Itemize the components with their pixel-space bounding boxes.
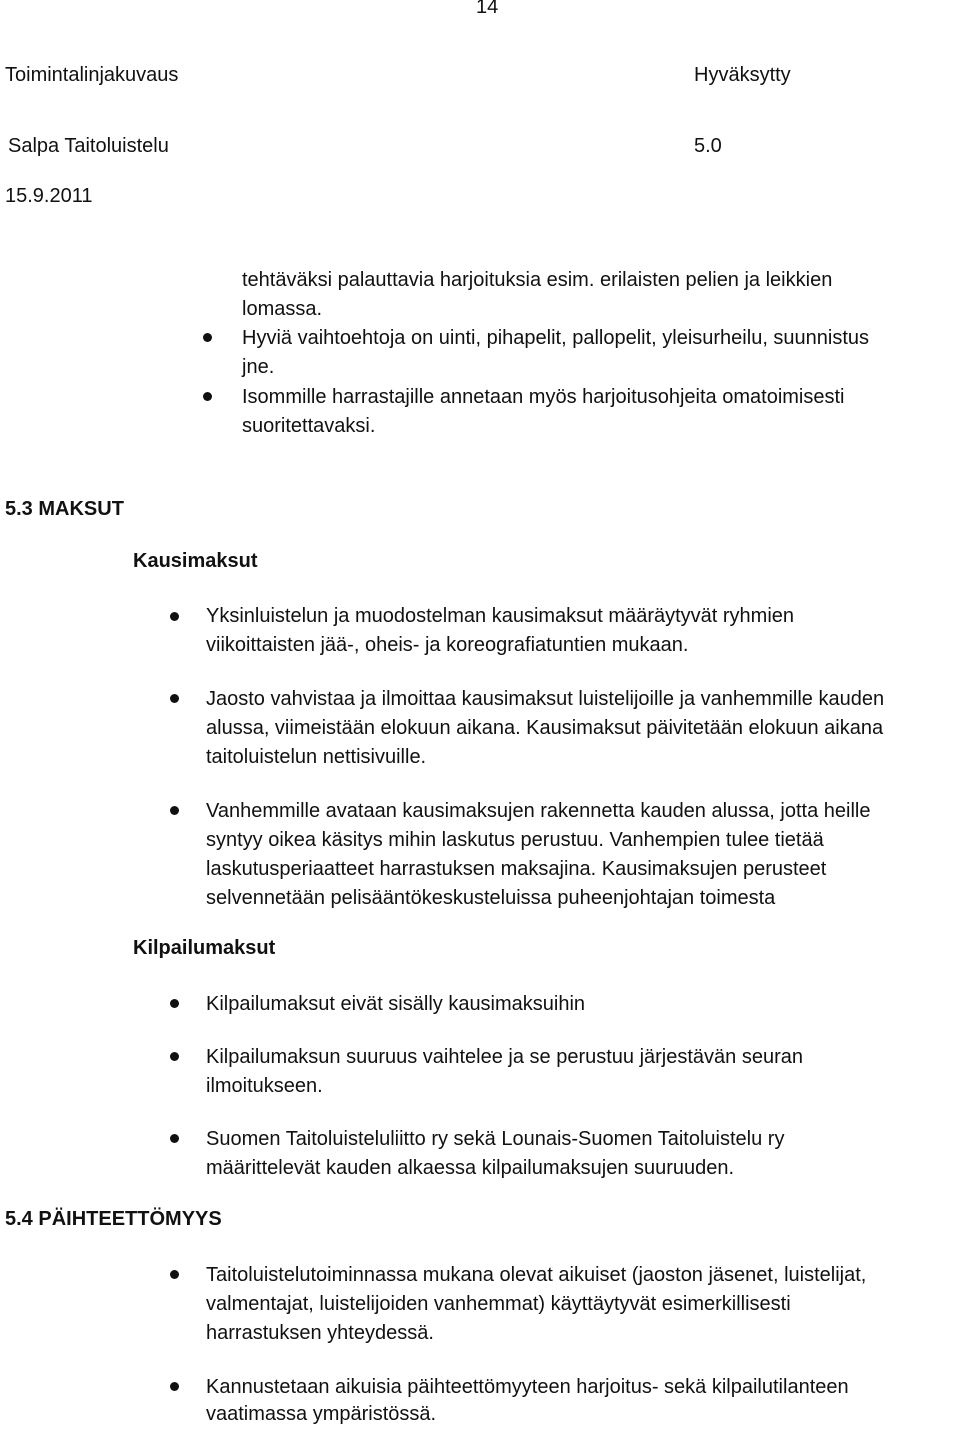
list-item-line: Kannustetaan aikuisia päihteettömyyteen harjoitus- sekä kilpailutilanteen [206, 1376, 849, 1398]
bullet-icon [203, 333, 212, 342]
list-item-line: selvennetään pelisääntökeskusteluissa puheenjohtajan toimesta [206, 887, 776, 909]
section-heading-maksut: 5.3 MAKSUT [5, 498, 124, 520]
bullet-icon [170, 1270, 179, 1279]
list-item-line: ilmoitukseen. [206, 1075, 323, 1097]
bullet-icon [203, 392, 212, 401]
subheading-kilpailumaksut: Kilpailumaksut [133, 937, 276, 959]
header-doc-type: Toimintalinjakuvaus [5, 64, 179, 86]
list-item-line: Yksinluistelun ja muodostelman kausimaksut määräytyvät ryhmien [206, 605, 795, 627]
list-item-line: syntyy oikea käsitys mihin laskutus perustuu. Vanhempien tulee tietää [206, 829, 824, 851]
bullet-icon [170, 999, 179, 1008]
list-item-line: tehtäväksi palauttavia harjoituksia esim. erilaisten pelien ja leikkien [242, 269, 833, 291]
list-item-line: Isommille harrastajille annetaan myös harjoitusohjeita omatoimisesti [242, 386, 845, 408]
bullet-icon [170, 1134, 179, 1143]
section-heading-paihteettomyys: 5.4 PÄIHTEETTÖMYYS [5, 1208, 222, 1230]
list-item-line: valmentajat, luistelijoiden vanhemmat) käyttäytyvät esimerkillisesti [206, 1293, 791, 1315]
list-item-line: viikoittaisten jää-, oheis- ja koreografiatuntien mukaan. [206, 634, 689, 656]
bullet-icon [170, 612, 179, 621]
list-item-line: Vanhemmille avataan kausimaksujen rakennetta kauden alussa, jotta heille [206, 800, 871, 822]
list-item-line: harrastuksen yhteydessä. [206, 1322, 434, 1344]
header-organization: Salpa Taitoluistelu [8, 135, 169, 157]
header-version: 5.0 [694, 135, 722, 157]
list-item-line: Kilpailumaksun suuruus vaihtelee ja se perustuu järjestävän seuran [206, 1046, 804, 1068]
list-item-line: määrittelevät kauden alkaessa kilpailumaksujen suuruuden. [206, 1157, 735, 1179]
bullet-icon [170, 806, 179, 815]
page-number: 14 [476, 0, 499, 18]
list-item-line: suoritettavaksi. [242, 415, 376, 437]
list-item-line: Hyviä vaihtoehtoja on uinti, pihapelit, pallopelit, yleisurheilu, suunnistus [242, 327, 870, 349]
list-item-line: Jaosto vahvistaa ja ilmoittaa kausimaksut luistelijoille ja vanhemmille kauden [206, 688, 885, 710]
list-item-line: Suomen Taitoluisteluliitto ry sekä Lounais-Suomen Taitoluistelu ry [206, 1128, 785, 1150]
subheading-kausimaksut: Kausimaksut [133, 550, 258, 572]
header-status: Hyväksytty [694, 64, 791, 86]
header-date: 15.9.2011 [5, 185, 93, 207]
list-item-line: alussa, viimeistään elokuun aikana. Kausimaksut päivitetään elokuun aikana [206, 717, 884, 739]
list-item-line: vaatimassa ympäristössä. [206, 1403, 437, 1425]
list-item-line: Kilpailumaksut eivät sisälly kausimaksuihin [206, 993, 586, 1015]
list-item-line: taitoluistelun nettisivuille. [206, 746, 427, 768]
list-item-line: laskutusperiaatteet harrastuksen maksajina. Kausimaksujen perusteet [206, 858, 827, 880]
bullet-icon [170, 1382, 179, 1391]
bullet-icon [170, 1052, 179, 1061]
list-item-line: jne. [242, 356, 275, 378]
list-item-line: Taitoluistelutoiminnassa mukana olevat aikuiset (jaoston jäsenet, luistelijat, [206, 1264, 867, 1286]
bullet-icon [170, 694, 179, 703]
list-item-line: lomassa. [242, 298, 323, 320]
